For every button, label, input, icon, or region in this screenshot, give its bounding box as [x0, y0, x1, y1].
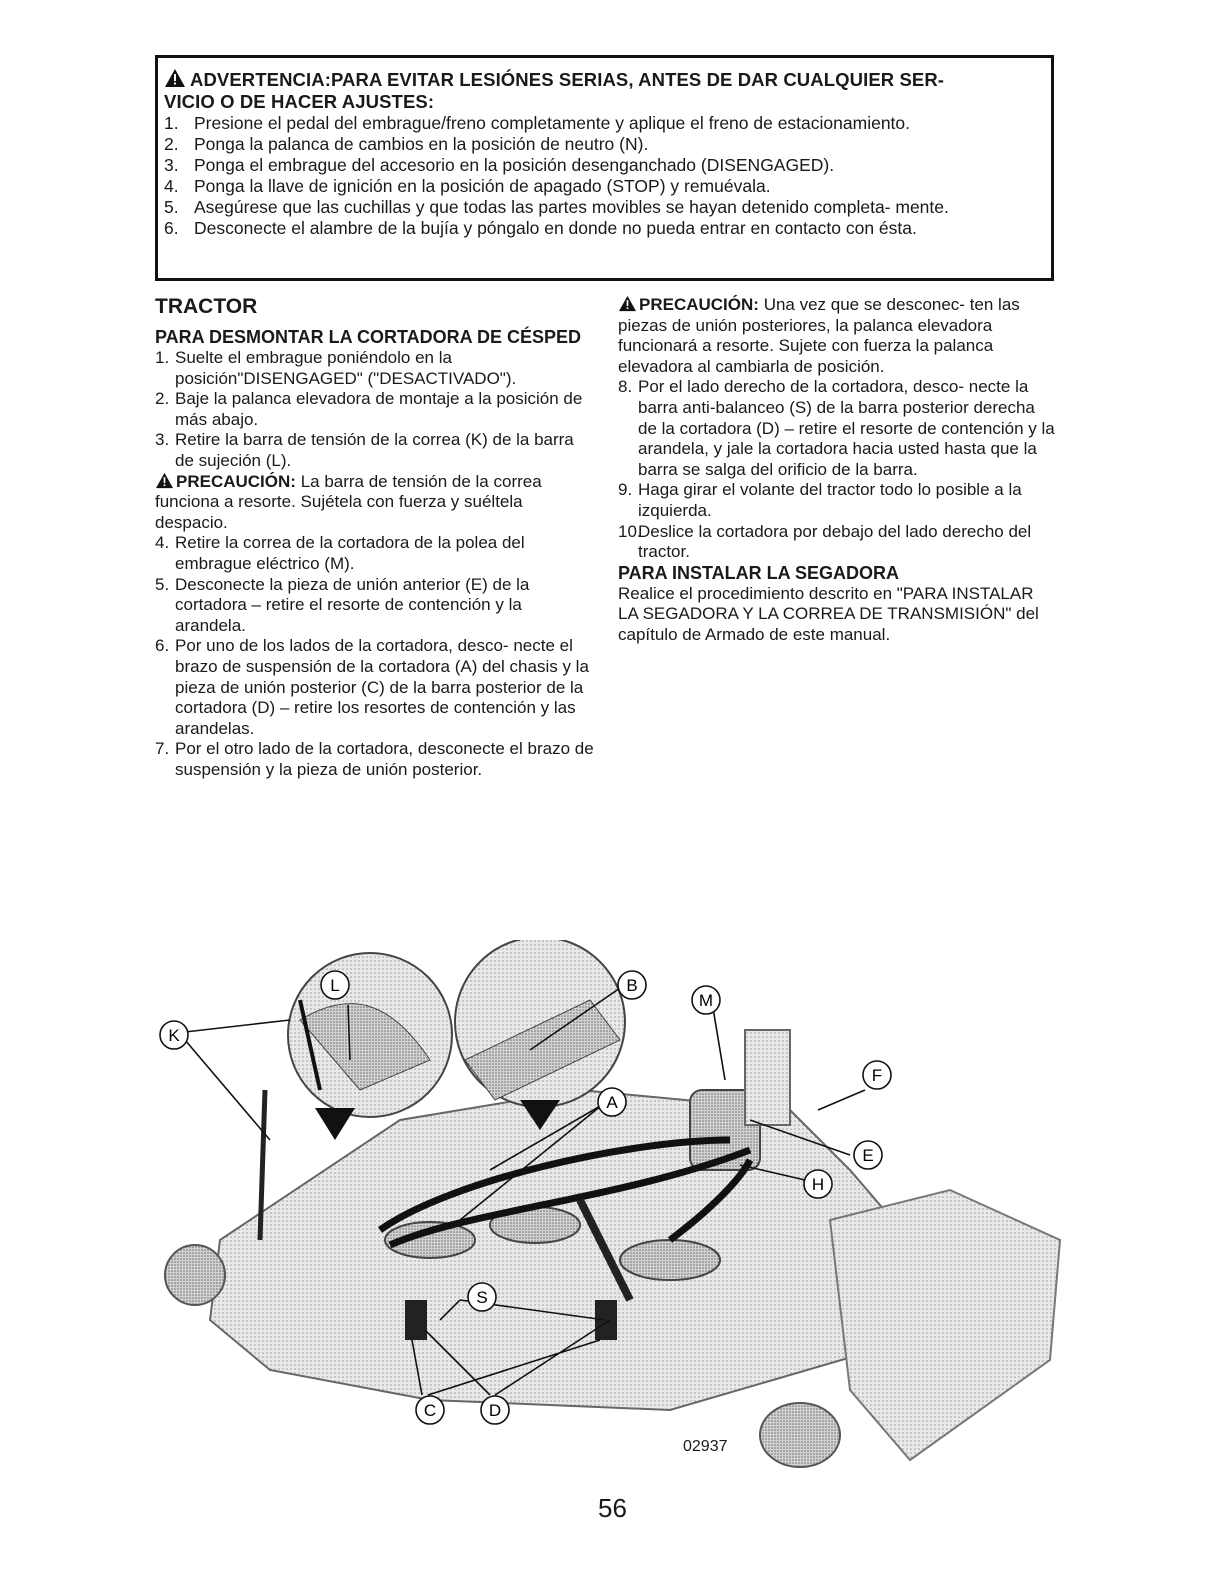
- list-item: 2. Baje la palanca elevadora de montaje a la posición de más abajo.: [155, 389, 583, 429]
- warning-item: 3. Ponga el embrague del accesorio en la posición desenganchado (DISENGAGED).: [164, 155, 835, 175]
- pulley-right: [620, 1240, 720, 1280]
- warning-triangle-icon: [164, 68, 186, 88]
- callout-D: [481, 1396, 509, 1424]
- warning-item: 5. Asegúrese que las cuchillas y que todas las partes movibles se hayan detenido completa- mente.: [164, 197, 949, 217]
- paragraph: Realice el procedimiento descrito en "PARA INSTALAR LA SEGADORA Y LA CORREA DE TRANSMISIÓN" del capítulo de Armado de este manual.: [618, 583, 1039, 644]
- list-item: 4. Retire la correa de la cortadora de la polea del embrague eléctrico (M).: [155, 533, 525, 573]
- caution-text: La barra de tensión de la correa funciona a resorte. Sujétela con fuerza y suéltela despacio.: [155, 471, 542, 532]
- callout-label: F: [871, 1066, 883, 1085]
- list-item: 8. Por el lado derecho de la cortadora, desco- necte la barra anti-balanceo (S) de la barra posterior derecha de la cortadora (D) – retire el resorte de contención y la arandela, y jale la cortadora hacia usted hasta que la barra se salga del orificio de la barra.: [618, 377, 1055, 479]
- subsection-heading: PARA DESMONTAR LA CORTADORA DE CÉSPED: [155, 327, 582, 347]
- caution-text: Una vez que se desconec- ten las piezas de unión posteriores, la palanca elevadora funcionará a resorte. Sujete con fuerza la palanca elevadora al cambiarla de posición.: [618, 295, 1020, 376]
- callout-label: E: [862, 1146, 874, 1165]
- wheel-left: [165, 1245, 225, 1305]
- list-item: 7. Por el otro lado de la cortadora, desconecte el brazo de suspensión y la pieza de unión posterior.: [155, 739, 594, 779]
- warning-triangle-icon: [618, 295, 637, 312]
- right-column: [618, 295, 1058, 646]
- list-item: 1. Suelte el embrague poniéndolo en la posición"DISENGAGED" ("DESACTIVADO").: [155, 348, 517, 388]
- figure-code: 02937: [683, 1438, 728, 1455]
- callout-M: [692, 986, 720, 1014]
- caution-label: PRECAUCIÓN:: [639, 295, 759, 314]
- warning-triangle-icon: [155, 472, 174, 489]
- warning-item: 2. Ponga la palanca de cambios en la posición de neutro (N).: [164, 134, 649, 154]
- list-item: 3. Retire la barra de tensión de la correa (K) de la barra de sujeción (L).: [155, 430, 574, 470]
- page-number: 56: [598, 1493, 627, 1523]
- callout-label: C: [423, 1401, 437, 1420]
- list-item: 10. Deslice la cortadora por debajo del lado derecho del tractor.: [618, 521, 1032, 562]
- callout-C: [416, 1396, 444, 1424]
- list-item: 9. Haga girar el volante del tractor todo lo posible a la izquierda.: [618, 480, 1022, 520]
- callout-label: K: [168, 1026, 180, 1045]
- pointer-arrow: [315, 1108, 355, 1140]
- discharge-chute: [830, 1190, 1060, 1460]
- warning-title-line1: ADVERTENCIA:PARA EVITAR LESIÓNES SERIAS, ANTES DE DAR CUALQUIER SER-: [190, 69, 945, 90]
- callout-A: [598, 1088, 626, 1116]
- caution-note: [155, 472, 595, 534]
- warning-item: 4. Ponga la llave de ignición en la posición de apagado (STOP) y remuévala.: [164, 176, 771, 196]
- callout-F: [863, 1061, 891, 1089]
- callout-S: [468, 1283, 496, 1311]
- warning-box: [155, 55, 1054, 281]
- warning-item: 6. Desconecte el alambre de la bujía y póngalo en donde no pueda entrar en contacto con ésta.: [164, 218, 917, 238]
- list-item: 6. Por uno de los lados de la cortadora, desco- necte el brazo de suspensión de la cortadora (A) del chasis y la pieza de unión posterior (C) de la barra posterior de la cortadora (D) – retire los resortes de contención y las arandelas.: [155, 636, 589, 738]
- callout-H: [804, 1170, 832, 1198]
- callout-label: L: [330, 976, 340, 995]
- rear-link: [595, 1300, 617, 1340]
- callout-label: S: [476, 1288, 488, 1307]
- warning-title: [164, 68, 1045, 113]
- subsection-heading: PARA INSTALAR LA SEGADORA: [618, 562, 899, 583]
- callout-label: B: [626, 976, 638, 995]
- callout-label: A: [606, 1093, 618, 1112]
- warning-list: [164, 113, 1045, 239]
- callout-E: [854, 1141, 882, 1169]
- mower-deck-illustration: [150, 940, 1080, 1500]
- callout-B: [618, 971, 646, 999]
- callout-label: D: [488, 1401, 502, 1420]
- rear-link: [405, 1300, 427, 1340]
- warning-title-line2: VICIO O DE HACER AJUSTES:: [164, 91, 435, 112]
- caution-label: PRECAUCIÓN:: [176, 471, 296, 491]
- clutch-bracket: [745, 1030, 790, 1125]
- callout-K: [160, 1021, 188, 1049]
- caution-note: [618, 295, 1058, 377]
- callout-label: H: [811, 1175, 825, 1194]
- list-item: 5. Desconecte la pieza de unión anterior (E) de la cortadora – retire el resorte de contención y la arandela.: [155, 574, 530, 635]
- callout-L: [321, 971, 349, 999]
- left-column: [155, 295, 595, 780]
- warning-item: 1. Presione el pedal del embrague/freno completamente y aplique el freno de estacionamiento.: [164, 113, 911, 133]
- section-heading: TRACTOR: [155, 295, 258, 318]
- callout-label: M: [698, 991, 714, 1010]
- wheel-bottom: [760, 1403, 840, 1467]
